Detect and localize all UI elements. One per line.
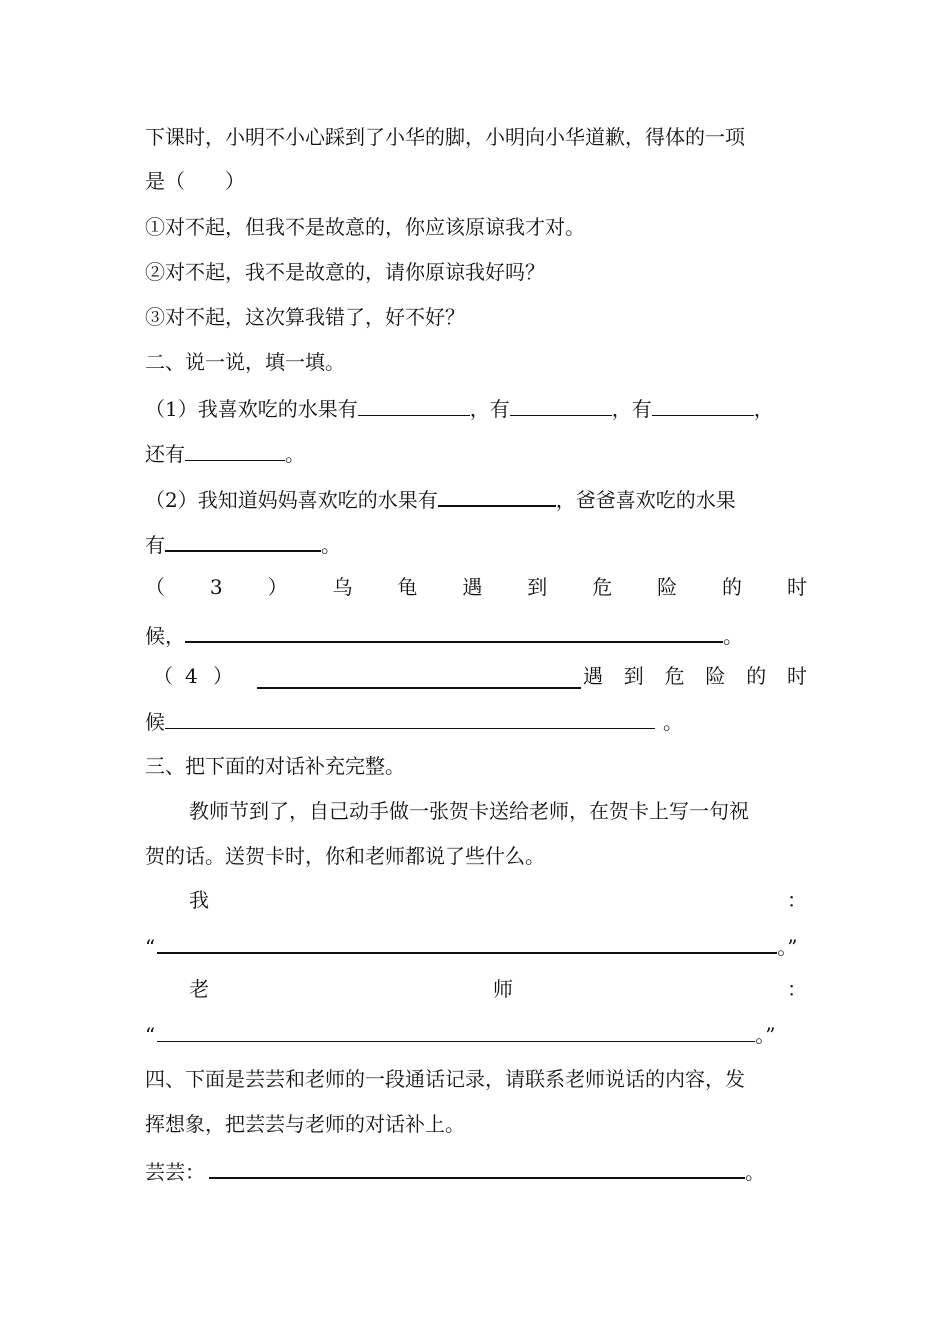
teacher-label-2: 师 xyxy=(493,977,513,1001)
item1-text-c: ，有 xyxy=(611,397,652,421)
fruit-blank-1[interactable] xyxy=(358,393,470,416)
item4-char: 遇 xyxy=(583,664,603,688)
close-quote: 。” xyxy=(777,935,798,959)
item3-text-b: 候， xyxy=(145,624,185,648)
me-colon: ： xyxy=(787,888,807,912)
yunyun-label: 芸芸： xyxy=(145,1160,205,1184)
item3-char: 遇 xyxy=(462,575,483,599)
item2-text-d: 。 xyxy=(321,533,341,557)
fruit-blank-3[interactable] xyxy=(652,393,754,416)
item2-line2 xyxy=(145,528,807,559)
option-2: ②对不起，我不是故意的，请你原谅我好吗？ xyxy=(145,260,545,284)
section4-heading-line1: 四、下面是芸芸和老师的一段通话记录，请联系老师说话的内容，发 xyxy=(145,1067,745,1091)
dad-fruit-blank[interactable] xyxy=(165,528,321,552)
item3-line1 xyxy=(145,573,807,601)
animal-danger-blank[interactable] xyxy=(165,706,655,729)
fruit-blank-2[interactable] xyxy=(510,393,612,416)
item4-text-c: 。 xyxy=(663,710,683,734)
item1-text-a: （1）我喜欢吃的水果有 xyxy=(145,397,358,421)
turtle-danger-blank[interactable] xyxy=(185,619,723,643)
yunyun-line xyxy=(145,1155,807,1186)
item1-text-b: ，有 xyxy=(469,397,510,421)
teacher-colon: ： xyxy=(787,977,807,1001)
item3-char: 到 xyxy=(527,575,548,599)
item4-line2 xyxy=(145,706,807,736)
item3-char: ） xyxy=(267,575,288,599)
item4-char: 险 xyxy=(705,664,726,688)
item4-char: 到 xyxy=(623,664,644,688)
item4-char: 的 xyxy=(746,664,767,688)
teacher-label-1: 老 xyxy=(189,977,209,1001)
item3-text-c: 。 xyxy=(723,624,743,648)
open-quote: “ xyxy=(145,935,156,959)
item3-line2 xyxy=(145,619,807,650)
item2-text-a: （2）我知道妈妈喜欢吃的水果有 xyxy=(145,488,438,512)
open-quote: “ xyxy=(145,1023,156,1047)
me-speech-blank[interactable] xyxy=(157,930,777,954)
item3-char: （ xyxy=(145,575,165,599)
yunyun-speech-blank[interactable] xyxy=(209,1155,745,1179)
item2-line1 xyxy=(145,483,807,514)
option-3: ③对不起，这次算我错了，好不好？ xyxy=(145,305,465,329)
teacher-speech-blank[interactable] xyxy=(157,1019,755,1042)
item4-char: （ xyxy=(153,664,173,688)
close-quote: 。” xyxy=(755,1023,776,1047)
item3-char: 险 xyxy=(657,575,678,599)
item2-text-c: 有 xyxy=(145,533,165,557)
mom-fruit-blank[interactable] xyxy=(438,483,556,507)
section3-para-line2: 贺的话。送贺卡时，你和老师都说了些什么。 xyxy=(145,844,545,868)
item3-char: 的 xyxy=(722,575,743,599)
item2-text-b: ，爸爸喜欢吃的水果 xyxy=(555,488,736,512)
section3-para-line1: 教师节到了，自己动手做一张贺卡送给老师，在贺卡上写一句祝 xyxy=(189,799,749,823)
item1-text-e: 还有 xyxy=(145,442,185,466)
question-stem-line2: 是（ ） xyxy=(145,169,245,193)
item4-char: 时 xyxy=(786,664,807,688)
item1-line2 xyxy=(145,438,807,468)
item3-char: 3 xyxy=(209,575,223,599)
item1-line1 xyxy=(145,393,807,423)
dialogue-me-line xyxy=(145,930,807,961)
item3-char: 时 xyxy=(786,575,807,599)
item4-text-b: 候 xyxy=(145,710,165,734)
option-1: ①对不起，但我不是故意的，你应该原谅我才对。 xyxy=(145,215,585,239)
yunyun-end: 。 xyxy=(745,1160,765,1184)
fruit-blank-4[interactable] xyxy=(185,438,285,461)
item1-text-f: 。 xyxy=(285,442,305,466)
me-label: 我 xyxy=(189,888,209,912)
item3-char: 危 xyxy=(592,575,613,599)
item1-text-d: ， xyxy=(753,397,774,421)
section3-heading: 三、把下面的对话补充完整。 xyxy=(145,754,405,778)
item3-char: 乌 xyxy=(332,575,353,599)
item4-char: 危 xyxy=(664,664,685,688)
animal-blank[interactable] xyxy=(257,665,581,689)
item4-char: 4 xyxy=(185,664,198,688)
question-stem-line1: 下课时，小明不小心踩到了小华的脚，小明向小华道歉，得体的一项 xyxy=(145,125,745,149)
section2-heading: 二、说一说，填一填。 xyxy=(145,350,345,374)
dialogue-teacher-line xyxy=(145,1019,807,1049)
item3-char: 龟 xyxy=(397,575,418,599)
item4-tail xyxy=(583,662,807,690)
item4-char: ） xyxy=(213,664,233,688)
section4-heading-line2: 挥想象，把芸芸与老师的对话补上。 xyxy=(145,1112,465,1136)
